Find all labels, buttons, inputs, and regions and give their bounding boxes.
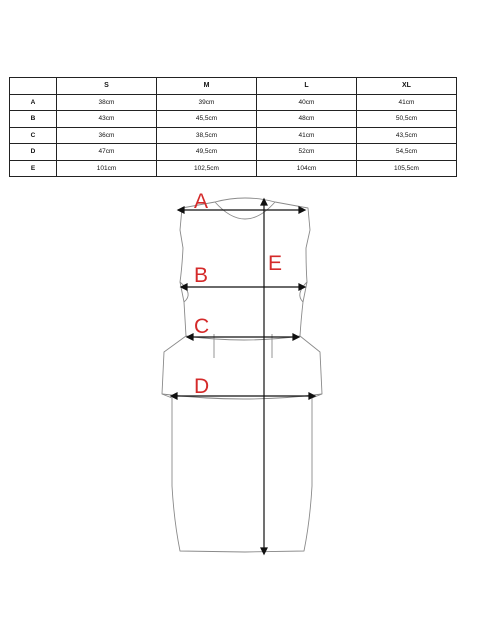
table-cell: 47cm bbox=[57, 144, 157, 161]
table-cell: 52cm bbox=[257, 144, 357, 161]
header-cell: S bbox=[57, 78, 157, 95]
table-cell: 43cm bbox=[57, 111, 157, 128]
table-header-row bbox=[10, 78, 457, 95]
measure-label-d: D bbox=[194, 375, 210, 398]
table-cell: 38cm bbox=[57, 94, 157, 111]
row-label: D bbox=[10, 144, 57, 161]
row-label: B bbox=[10, 111, 57, 128]
table-cell: 36cm bbox=[57, 127, 157, 144]
table-row bbox=[10, 94, 457, 111]
arrow-d-head-right bbox=[309, 393, 315, 399]
measure-label-a: A bbox=[194, 190, 209, 213]
table-cell: 45,5cm bbox=[157, 111, 257, 128]
header-cell bbox=[10, 78, 57, 95]
arrow-a-head-right bbox=[299, 207, 305, 213]
arrow-b-head-left bbox=[181, 284, 187, 290]
header-cell: M bbox=[157, 78, 257, 95]
table-row bbox=[10, 144, 457, 161]
table-cell: 39cm bbox=[157, 94, 257, 111]
row-label: A bbox=[10, 94, 57, 111]
table-row bbox=[10, 111, 457, 128]
table-row bbox=[10, 127, 457, 144]
arrow-c-head-left bbox=[187, 334, 193, 340]
table-cell: 41cm bbox=[257, 127, 357, 144]
table-cell: 101cm bbox=[57, 160, 157, 177]
table-cell: 43,5cm bbox=[357, 127, 457, 144]
arrow-c-head-right bbox=[293, 334, 299, 340]
table-cell: 102,5cm bbox=[157, 160, 257, 177]
dress-outline bbox=[162, 198, 322, 552]
table-cell: 38,5cm bbox=[157, 127, 257, 144]
measure-label-c: C bbox=[194, 315, 210, 338]
measure-label-b: B bbox=[194, 264, 209, 287]
table-cell: 49,5cm bbox=[157, 144, 257, 161]
arrow-a-head-left bbox=[178, 207, 184, 213]
header-cell: XL bbox=[357, 78, 457, 95]
table-cell: 50,5cm bbox=[357, 111, 457, 128]
table-row bbox=[10, 160, 457, 177]
table-cell: 40cm bbox=[257, 94, 357, 111]
measurement-arrows bbox=[171, 199, 315, 554]
row-label: E bbox=[10, 160, 57, 177]
table-cell: 48cm bbox=[257, 111, 357, 128]
header-cell: L bbox=[257, 78, 357, 95]
dress-measurement-diagram bbox=[150, 186, 340, 558]
size-table bbox=[9, 77, 457, 177]
arrow-e-head-bottom bbox=[261, 548, 267, 554]
table-cell: 105,5cm bbox=[357, 160, 457, 177]
table-cell: 54,5cm bbox=[357, 144, 457, 161]
measure-label-e: E bbox=[268, 252, 283, 275]
table-cell: 41cm bbox=[357, 94, 457, 111]
row-label: C bbox=[10, 127, 57, 144]
table-cell: 104cm bbox=[257, 160, 357, 177]
